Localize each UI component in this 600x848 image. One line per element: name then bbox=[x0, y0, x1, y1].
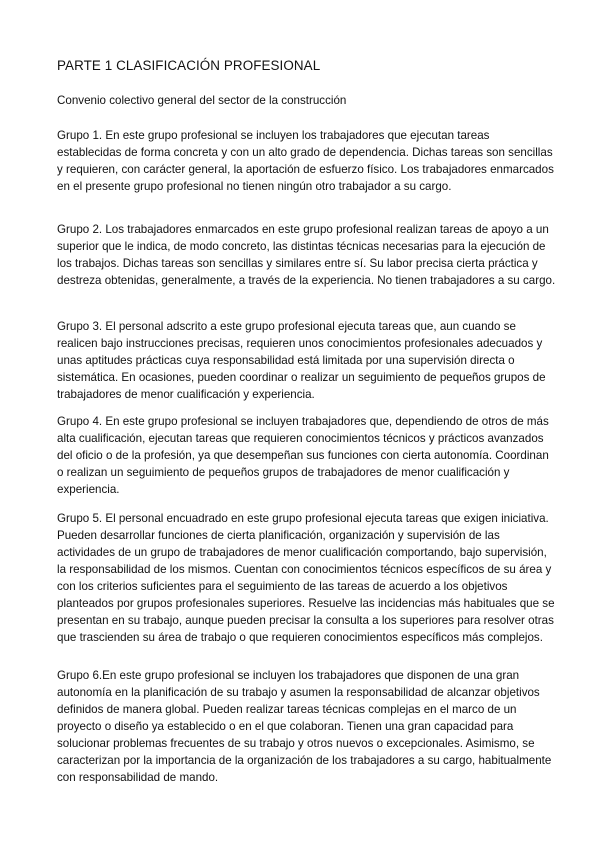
paragraph-grupo-4: Grupo 4. En este grupo profesional se incluyen trabajadores que, dependiendo de otros de más alta cualificación, ejecutan tareas que requieren conocimientos técnicos y prácticos avanzados del oficio o de la profesión, ya que desempeñan sus funciones con cierta autonomía. Coordinan o realizan un seguimiento de pequeños grupos de trabajadores de menor cualificación y experiencia. bbox=[57, 415, 549, 496]
page-title: PARTE 1 CLASIFICACIÓN PROFESIONAL bbox=[57, 58, 321, 73]
paragraph-grupo-6: Grupo 6.En este grupo profesional se incluyen los trabajadores que disponen de una gran autonomía en la planificación de su trabajo y asumen la responsabilidad de alcanzar objetivos definidos de manera global. Pueden realizar tareas técnicas complejas en el marco de un proyecto o diseño ya establecido o en el que colaboran. Tienen una gran capacidad para solucionar problemas frecuentes de su trabajo y otros nuevos o excepcionales. Asimismo, se caracterizan por la importancia de la organización de los trabajadores a su cargo, habitualmente con responsabilidad de mando. bbox=[57, 669, 552, 784]
paragraph-grupo-3: Grupo 3. El personal adscrito a este grupo profesional ejecuta tareas que, aun cuando se realicen bajo instrucciones precisas, requieren unos conocimientos profesionales adecuados y unas aptitudes prácticas cuya responsabilidad está limitada por una supervisión directa o sistemática. En ocasiones, pueden coordinar o realizar un seguimiento de pequeños grupos de trabajadores de menor cualificación y experiencia. bbox=[57, 320, 546, 401]
paragraph-grupo-2: Grupo 2. Los trabajadores enmarcados en este grupo profesional realizan tareas de apoyo a un superior que le indica, de modo concreto, las distintas técnicas necesarias para la ejecución de los trabajos. Dichas tareas son sencillas y similares entre sí. Su labor precisa cierta práctica y destreza obtenidas, generalmente, a través de la experiencia. No tienen trabajadores a su cargo. bbox=[57, 223, 556, 287]
document-subtitle: Convenio colectivo general del sector de la construcción bbox=[57, 94, 347, 107]
paragraph-grupo-5: Grupo 5. El personal encuadrado en este grupo profesional ejecuta tareas que exigen iniciativa. Pueden desarrollar funciones de cierta planificación, organización y supervisión de las actividades de un grupo de trabajadores de menor cualificación comportando, bajo supervisión, la responsabilidad de los mismos. Cuentan con conocimientos técnicos específicos de su área y con los criterios suficientes para el seguimiento de las tareas de acuerdo a los objetivos planteados por grupos profesionales superiores. Resuelve las incidencias más habituales que se presentan en su trabajo, aunque pueden precisar la consulta a los superiores para resolver otras que trascienden su área de trabajo o que requieren conocimientos específicos más complejos. bbox=[57, 512, 555, 644]
paragraph-grupo-1: Grupo 1. En este grupo profesional se incluyen los trabajadores que ejecutan tareas establecidas de forma concreta y con un alto grado de dependencia. Dichas tareas son sencillas y requieren, con carácter general, la aportación de esfuerzo físico. Los trabajadores enmarcados en el presente grupo profesional no tienen ningún otro trabajador a su cargo. bbox=[57, 129, 554, 193]
